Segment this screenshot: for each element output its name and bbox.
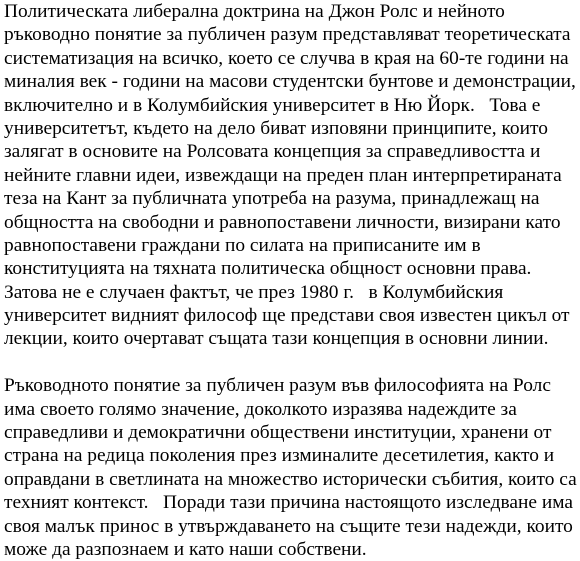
text-line: равнопоставени граждани по силата на приписаните им в bbox=[4, 234, 481, 256]
text-line: своя малък принос в утвърждаването на същите тези надежди, които bbox=[4, 515, 573, 537]
text-line: конституцията на тяхната политическа общност основни права. bbox=[4, 258, 532, 280]
text-line: систематизация на всичко, което се случва в края на 60-те години на bbox=[4, 47, 569, 69]
text-line: може да разпознаем и като наши собствени. bbox=[4, 538, 367, 560]
paragraph-1 bbox=[4, 0, 578, 351]
text-line: залягат в основите на Ролсовата концепция за справедливостта и bbox=[4, 141, 541, 163]
text-line: нейните главни идеи, извеждащи на преден план интерпретираната bbox=[4, 164, 562, 186]
document-body bbox=[4, 0, 578, 561]
text-line: включително и в Колумбийския университет в Ню Йорк. Това е bbox=[4, 94, 541, 116]
text-line: теза на Кант за публичната употреба на разума, принадлежащ на bbox=[4, 188, 540, 210]
text-line: справедливи и демократични обществени институции, хранени от bbox=[4, 422, 552, 444]
text-line: техният контекст. Поради тази причина настоящото изследване има bbox=[4, 492, 573, 514]
text-line: страна на редица поколения през изминалите десетилетия, както и bbox=[4, 445, 555, 467]
text-line: ръководно понятие за публичен разум представляват теоретическата bbox=[4, 24, 571, 46]
text-line: миналия век - години на масови студентски бунтове и демонстрации, bbox=[4, 71, 576, 93]
text-line: оправдани в светлината на множество исторически събития, които са bbox=[4, 468, 577, 490]
text-line: Политическата либерална доктрина на Джон Ролс и нейното bbox=[4, 1, 505, 22]
text-line: общността на свободни и равнопоставени личности, визирани като bbox=[4, 211, 561, 233]
text-line: университет видният философ ще представи своя известен цикъл от bbox=[4, 305, 570, 327]
text-line: има своето голямо значение, доколкото изразява надеждите за bbox=[4, 398, 517, 420]
text-line: Ръководното понятие за публичен разум във философията на Ролс bbox=[4, 375, 551, 397]
text-line: Затова не е случаен фактът, че през 1980 г. в Колумбийския bbox=[4, 281, 504, 303]
paragraph-2 bbox=[4, 374, 578, 561]
text-line: университетът, където на дело биват изповяни принципите, които bbox=[4, 117, 548, 139]
text-line: лекции, които очертават същата тази концепция в основни линии. bbox=[4, 328, 549, 350]
